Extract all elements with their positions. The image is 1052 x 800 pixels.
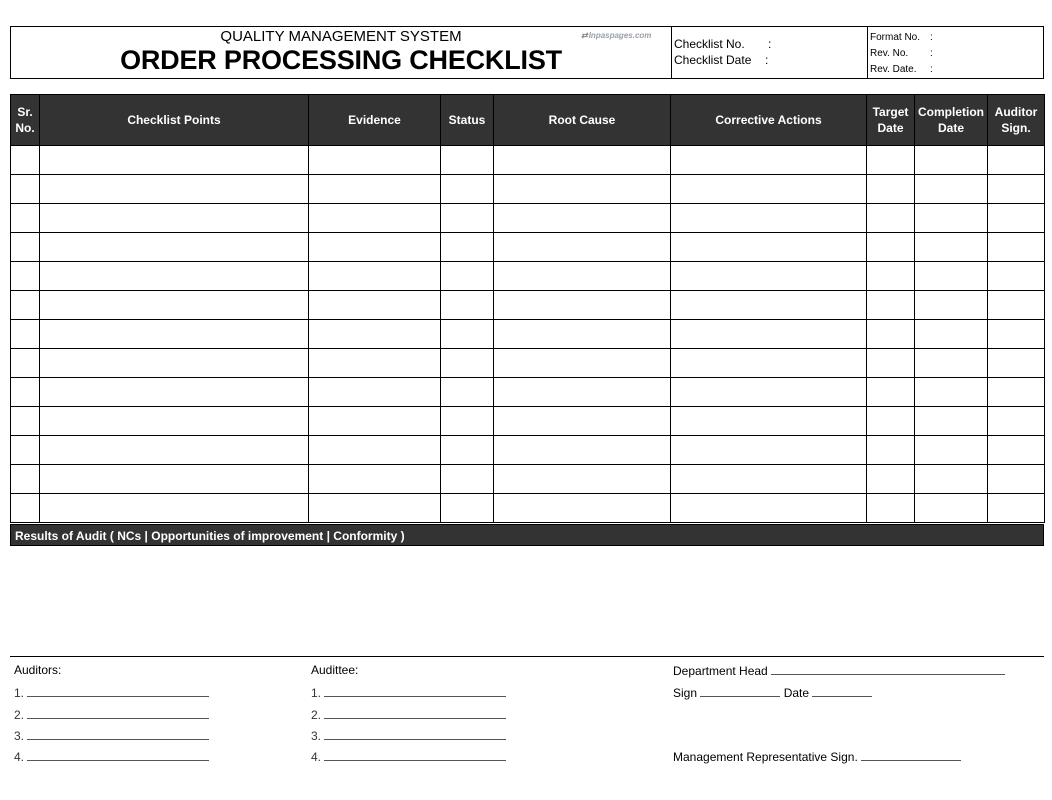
checklist-no-colon: : <box>768 37 772 51</box>
department-head-field[interactable] <box>673 663 1005 678</box>
table-cell[interactable] <box>867 494 915 523</box>
table-cell[interactable] <box>494 320 671 349</box>
table-cell[interactable] <box>441 175 494 204</box>
document-header <box>10 26 1044 79</box>
table-cell[interactable] <box>494 378 671 407</box>
footer-divider <box>10 656 1044 657</box>
col-auditor-sign: Auditor Sign. <box>988 95 1045 146</box>
table-cell[interactable] <box>309 175 441 204</box>
table-cell[interactable] <box>40 465 309 494</box>
table-cell[interactable] <box>40 320 309 349</box>
table-cell[interactable] <box>988 378 1045 407</box>
table-cell[interactable] <box>988 146 1045 175</box>
table-cell[interactable] <box>988 349 1045 378</box>
table-cell[interactable] <box>915 436 988 465</box>
table-cell[interactable] <box>40 146 309 175</box>
table-cell[interactable] <box>11 465 40 494</box>
table-cell[interactable] <box>915 146 988 175</box>
table-cell[interactable] <box>671 494 867 523</box>
table-cell[interactable] <box>441 349 494 378</box>
table-cell[interactable] <box>988 204 1045 233</box>
table-cell[interactable] <box>915 291 988 320</box>
col-root-cause: Root Cause <box>494 95 671 146</box>
table-cell[interactable] <box>441 146 494 175</box>
table-cell[interactable] <box>915 349 988 378</box>
table-cell[interactable] <box>40 436 309 465</box>
table-cell[interactable] <box>441 204 494 233</box>
table-cell[interactable] <box>441 407 494 436</box>
table-cell[interactable] <box>494 436 671 465</box>
col-evidence: Evidence <box>309 95 441 146</box>
table-cell[interactable] <box>867 291 915 320</box>
rev-date-label: Rev. Date. <box>870 64 917 75</box>
table-cell[interactable] <box>309 320 441 349</box>
table-cell[interactable] <box>988 465 1045 494</box>
auditor-line-4[interactable]: 4. <box>14 749 209 764</box>
table-row <box>11 407 1045 436</box>
auditee-line-4[interactable]: 4. <box>311 749 506 764</box>
table-cell[interactable] <box>915 262 988 291</box>
table-cell[interactable] <box>494 146 671 175</box>
table-cell[interactable] <box>309 262 441 291</box>
checklist-date-colon: : <box>765 53 769 67</box>
table-cell[interactable] <box>40 233 309 262</box>
table-cell[interactable] <box>40 175 309 204</box>
table-header-row <box>11 95 1045 146</box>
table-cell[interactable] <box>11 204 40 233</box>
table-cell[interactable] <box>915 175 988 204</box>
table-cell[interactable] <box>309 349 441 378</box>
table-cell[interactable] <box>915 494 988 523</box>
table-cell[interactable] <box>441 378 494 407</box>
table-cell[interactable] <box>11 146 40 175</box>
table-cell[interactable] <box>867 436 915 465</box>
table-cell[interactable] <box>11 291 40 320</box>
table-cell[interactable] <box>988 436 1045 465</box>
table-cell[interactable] <box>671 262 867 291</box>
table-cell[interactable] <box>671 349 867 378</box>
format-no-colon: : <box>930 32 933 43</box>
table-cell[interactable] <box>867 349 915 378</box>
table-cell[interactable] <box>441 494 494 523</box>
table-cell[interactable] <box>11 378 40 407</box>
table-row <box>11 349 1045 378</box>
col-corrective-actions: Corrective Actions <box>671 95 867 146</box>
table-cell[interactable] <box>988 262 1045 291</box>
table-cell[interactable] <box>309 291 441 320</box>
table-cell[interactable] <box>671 320 867 349</box>
table-cell[interactable] <box>671 407 867 436</box>
table-cell[interactable] <box>309 407 441 436</box>
sign-date-field[interactable] <box>673 685 872 700</box>
table-cell[interactable] <box>988 320 1045 349</box>
table-cell[interactable] <box>671 291 867 320</box>
table-cell[interactable] <box>40 291 309 320</box>
table-cell[interactable] <box>494 291 671 320</box>
table-cell[interactable] <box>11 175 40 204</box>
table-cell[interactable] <box>988 233 1045 262</box>
table-row <box>11 233 1045 262</box>
table-cell[interactable] <box>40 494 309 523</box>
table-cell[interactable] <box>671 204 867 233</box>
table-row <box>11 291 1045 320</box>
table-cell[interactable] <box>671 175 867 204</box>
table-cell[interactable] <box>441 320 494 349</box>
sign-label: Sign <box>673 686 698 700</box>
table-cell[interactable] <box>309 146 441 175</box>
auditee-line-1[interactable]: 1. <box>311 685 506 700</box>
table-cell[interactable] <box>309 465 441 494</box>
table-cell[interactable] <box>441 291 494 320</box>
table-row <box>11 262 1045 291</box>
col-status: Status <box>441 95 494 146</box>
col-sr-no: Sr. No. <box>11 95 40 146</box>
table-cell[interactable] <box>11 494 40 523</box>
table-cell[interactable] <box>441 262 494 291</box>
table-cell[interactable] <box>671 465 867 494</box>
table-cell[interactable] <box>309 436 441 465</box>
format-info-cell <box>868 27 1043 78</box>
table-cell[interactable] <box>867 175 915 204</box>
col-completion-date: Completion Date <box>915 95 988 146</box>
table-cell[interactable] <box>494 494 671 523</box>
table-cell[interactable] <box>867 262 915 291</box>
checklist-table <box>10 94 1045 523</box>
table-cell[interactable] <box>915 320 988 349</box>
results-of-audit-bar: Results of Audit ( NCs | Opportunities of improvement | Conformity ) <box>10 524 1044 546</box>
table-row <box>11 320 1045 349</box>
document-title: ORDER PROCESSING CHECKLIST <box>120 45 562 75</box>
table-row <box>11 378 1045 407</box>
table-cell[interactable] <box>40 204 309 233</box>
table-cell[interactable] <box>988 291 1045 320</box>
col-target-date: Target Date <box>867 95 915 146</box>
table-row <box>11 175 1045 204</box>
checklist-body <box>11 146 1045 523</box>
table-row <box>11 146 1045 175</box>
auditor-line-2[interactable]: 2. <box>14 707 209 722</box>
auditee-line-2[interactable]: 2. <box>311 707 506 722</box>
table-cell[interactable] <box>309 204 441 233</box>
table-cell[interactable] <box>988 494 1045 523</box>
table-cell[interactable] <box>671 436 867 465</box>
table-cell[interactable] <box>494 204 671 233</box>
checklist-info-cell <box>672 27 868 78</box>
auditor-line-3[interactable]: 3. <box>14 728 209 743</box>
table-cell[interactable] <box>915 407 988 436</box>
format-no-label: Format No. <box>870 32 921 43</box>
table-cell[interactable] <box>309 233 441 262</box>
table-cell[interactable] <box>494 349 671 378</box>
rev-date-colon: : <box>930 64 933 75</box>
table-cell[interactable] <box>40 262 309 291</box>
date-label: Date <box>783 686 810 700</box>
table-cell[interactable] <box>494 175 671 204</box>
table-cell[interactable] <box>988 407 1045 436</box>
table-row <box>11 465 1045 494</box>
rev-no-colon: : <box>930 48 933 59</box>
table-cell[interactable] <box>867 320 915 349</box>
table-cell[interactable] <box>867 233 915 262</box>
table-cell[interactable] <box>309 494 441 523</box>
auditor-line-1[interactable]: 1. <box>14 685 209 700</box>
mr-sign-label: Management Representative Sign. <box>673 750 858 764</box>
logo-icon: ⇄ <box>581 31 588 40</box>
table-cell[interactable] <box>494 407 671 436</box>
table-cell[interactable] <box>11 320 40 349</box>
table-row <box>11 436 1045 465</box>
site-logo <box>581 31 651 40</box>
table-cell[interactable] <box>988 175 1045 204</box>
table-cell[interactable] <box>494 465 671 494</box>
table-cell[interactable] <box>441 233 494 262</box>
table-cell[interactable] <box>494 233 671 262</box>
table-cell[interactable] <box>11 436 40 465</box>
auditee-label: Audittee: <box>311 663 359 677</box>
table-cell[interactable] <box>671 378 867 407</box>
checklist-date-label: Checklist Date <box>674 53 752 67</box>
table-cell[interactable] <box>11 262 40 291</box>
table-cell[interactable] <box>441 436 494 465</box>
table-cell[interactable] <box>11 407 40 436</box>
table-cell[interactable] <box>11 233 40 262</box>
system-title: QUALITY MANAGEMENT SYSTEM <box>220 28 462 45</box>
department-head-label: Department Head <box>673 664 768 678</box>
table-cell[interactable] <box>40 407 309 436</box>
col-checklist-points: Checklist Points <box>40 95 309 146</box>
table-cell[interactable] <box>915 378 988 407</box>
table-cell[interactable] <box>915 233 988 262</box>
table-cell[interactable] <box>867 465 915 494</box>
table-cell[interactable] <box>671 146 867 175</box>
table-row <box>11 204 1045 233</box>
table-cell[interactable] <box>494 262 671 291</box>
auditors-label: Auditors: <box>14 663 62 677</box>
table-cell[interactable] <box>867 407 915 436</box>
rev-no-label: Rev. No. <box>870 48 909 59</box>
auditee-line-3[interactable]: 3. <box>311 728 506 743</box>
title-cell <box>11 27 672 78</box>
logo-text: Inpaspages.com <box>588 31 652 40</box>
checklist-no-label: Checklist No. <box>674 37 745 51</box>
table-cell[interactable] <box>441 465 494 494</box>
table-cell[interactable] <box>40 349 309 378</box>
table-cell[interactable] <box>11 349 40 378</box>
table-cell[interactable] <box>915 465 988 494</box>
table-cell[interactable] <box>867 378 915 407</box>
mr-sign-field[interactable] <box>673 749 961 764</box>
table-cell[interactable] <box>671 233 867 262</box>
table-cell[interactable] <box>867 204 915 233</box>
table-cell[interactable] <box>40 378 309 407</box>
table-cell[interactable] <box>915 204 988 233</box>
table-row <box>11 494 1045 523</box>
table-cell[interactable] <box>309 378 441 407</box>
table-cell[interactable] <box>867 146 915 175</box>
